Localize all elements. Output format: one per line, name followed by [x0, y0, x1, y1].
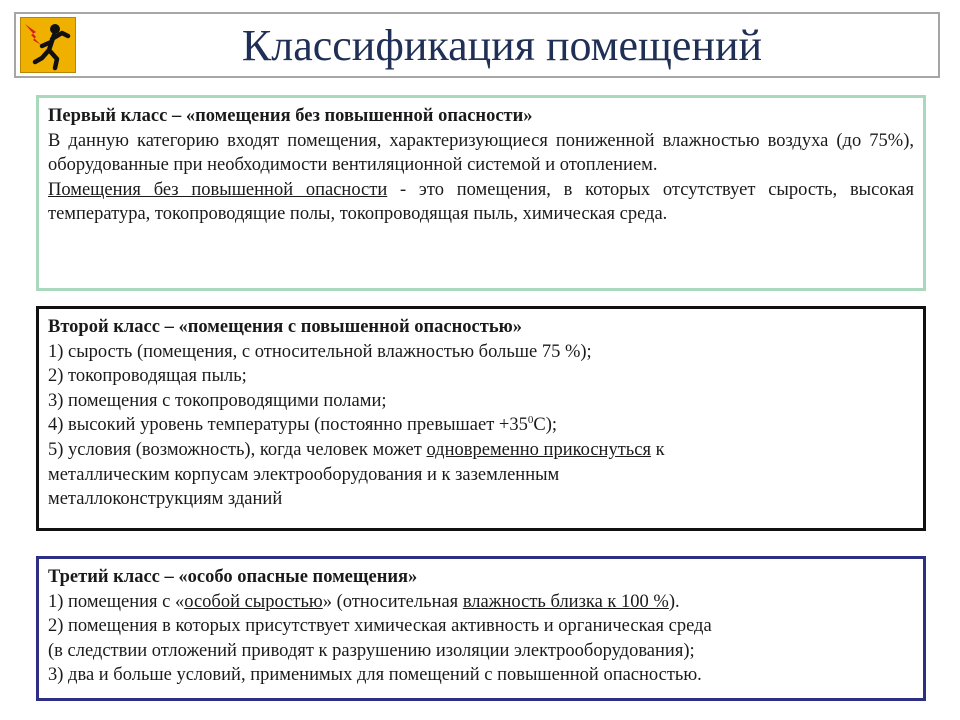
class3-item-2-line-2: (в следствии отложений приводят к разрушению изоляции электрооборудования); — [48, 640, 695, 661]
class3-item-1-underlined-2: влажность близка к 100 % — [462, 591, 669, 612]
class2-item-5 — [48, 438, 914, 463]
class3-item-1-underlined-1: особой сыростью — [184, 591, 323, 612]
class2-box — [36, 306, 926, 531]
class3-item-1-a: 1) помещения с « — [48, 591, 185, 612]
class3-item-2-line-1: 2) помещения в которых присутствует химическая активность и органическая среда — [48, 616, 712, 637]
class2-item-5-text: 5) условия (возможность), когда человек может — [48, 439, 427, 460]
class2-item-4 — [48, 413, 914, 438]
class3-item-3: 3) два и больше условий, применимых для помещений с повышенной опасностью. — [48, 665, 702, 686]
class2-item-3: 3) помещения с токопроводящими полами; — [48, 390, 387, 411]
class2-item-4-superscript: 0 — [527, 414, 534, 427]
page-title: Классификация помещений — [241, 21, 763, 70]
class2-heading: Второй класс – «помещения с повышенной опасностью» — [48, 317, 523, 337]
class1-box — [36, 95, 926, 291]
class1-definition — [48, 178, 914, 227]
class1-definition-text: - это помещения, в которых отсутствует сырость, высокая температура, токопроводящие полы, токопроводящая пыль, химическая среда. — [48, 179, 914, 225]
class2-item-2: 2) токопроводящая пыль; — [48, 366, 247, 387]
class3-heading: Третий класс – «особо опасные помещения» — [48, 567, 418, 587]
class2-item-4-text: 4) высокий уровень температуры (постоянно превышает +35 — [48, 415, 528, 436]
electric-shock-hazard-icon — [20, 17, 76, 73]
class1-heading: Первый класс – «помещения без повышенной опасности» — [48, 106, 533, 126]
class3-item-1 — [48, 590, 914, 615]
class3-item-1-c: ). — [668, 591, 680, 612]
title-bar — [14, 12, 940, 78]
class1-definition-term: Помещения без повышенной опасности — [48, 179, 388, 200]
class1-description: В данную категорию входят помещения, характеризующиеся пониженной влажностью воздуха (до 75%), оборудованные при необходимости вентиляционной системой и отоплением. — [48, 130, 914, 176]
class2-item-5-tail: к — [650, 439, 665, 460]
class2-item-5-line-2: металлическим корпусам электрооборудования и к заземленным — [48, 464, 560, 485]
class2-item-4-unit: С); — [533, 415, 558, 436]
class3-box — [36, 556, 926, 701]
class3-item-1-b: » (относительная — [322, 591, 463, 612]
class2-item-1: 1) сырость (помещения, с относительной влажностью больше 75 %); — [48, 341, 592, 362]
class2-item-5-line-3: металлоконструкциям зданий — [48, 489, 283, 510]
class2-item-5-underlined: одновременно прикоснуться — [426, 439, 651, 460]
